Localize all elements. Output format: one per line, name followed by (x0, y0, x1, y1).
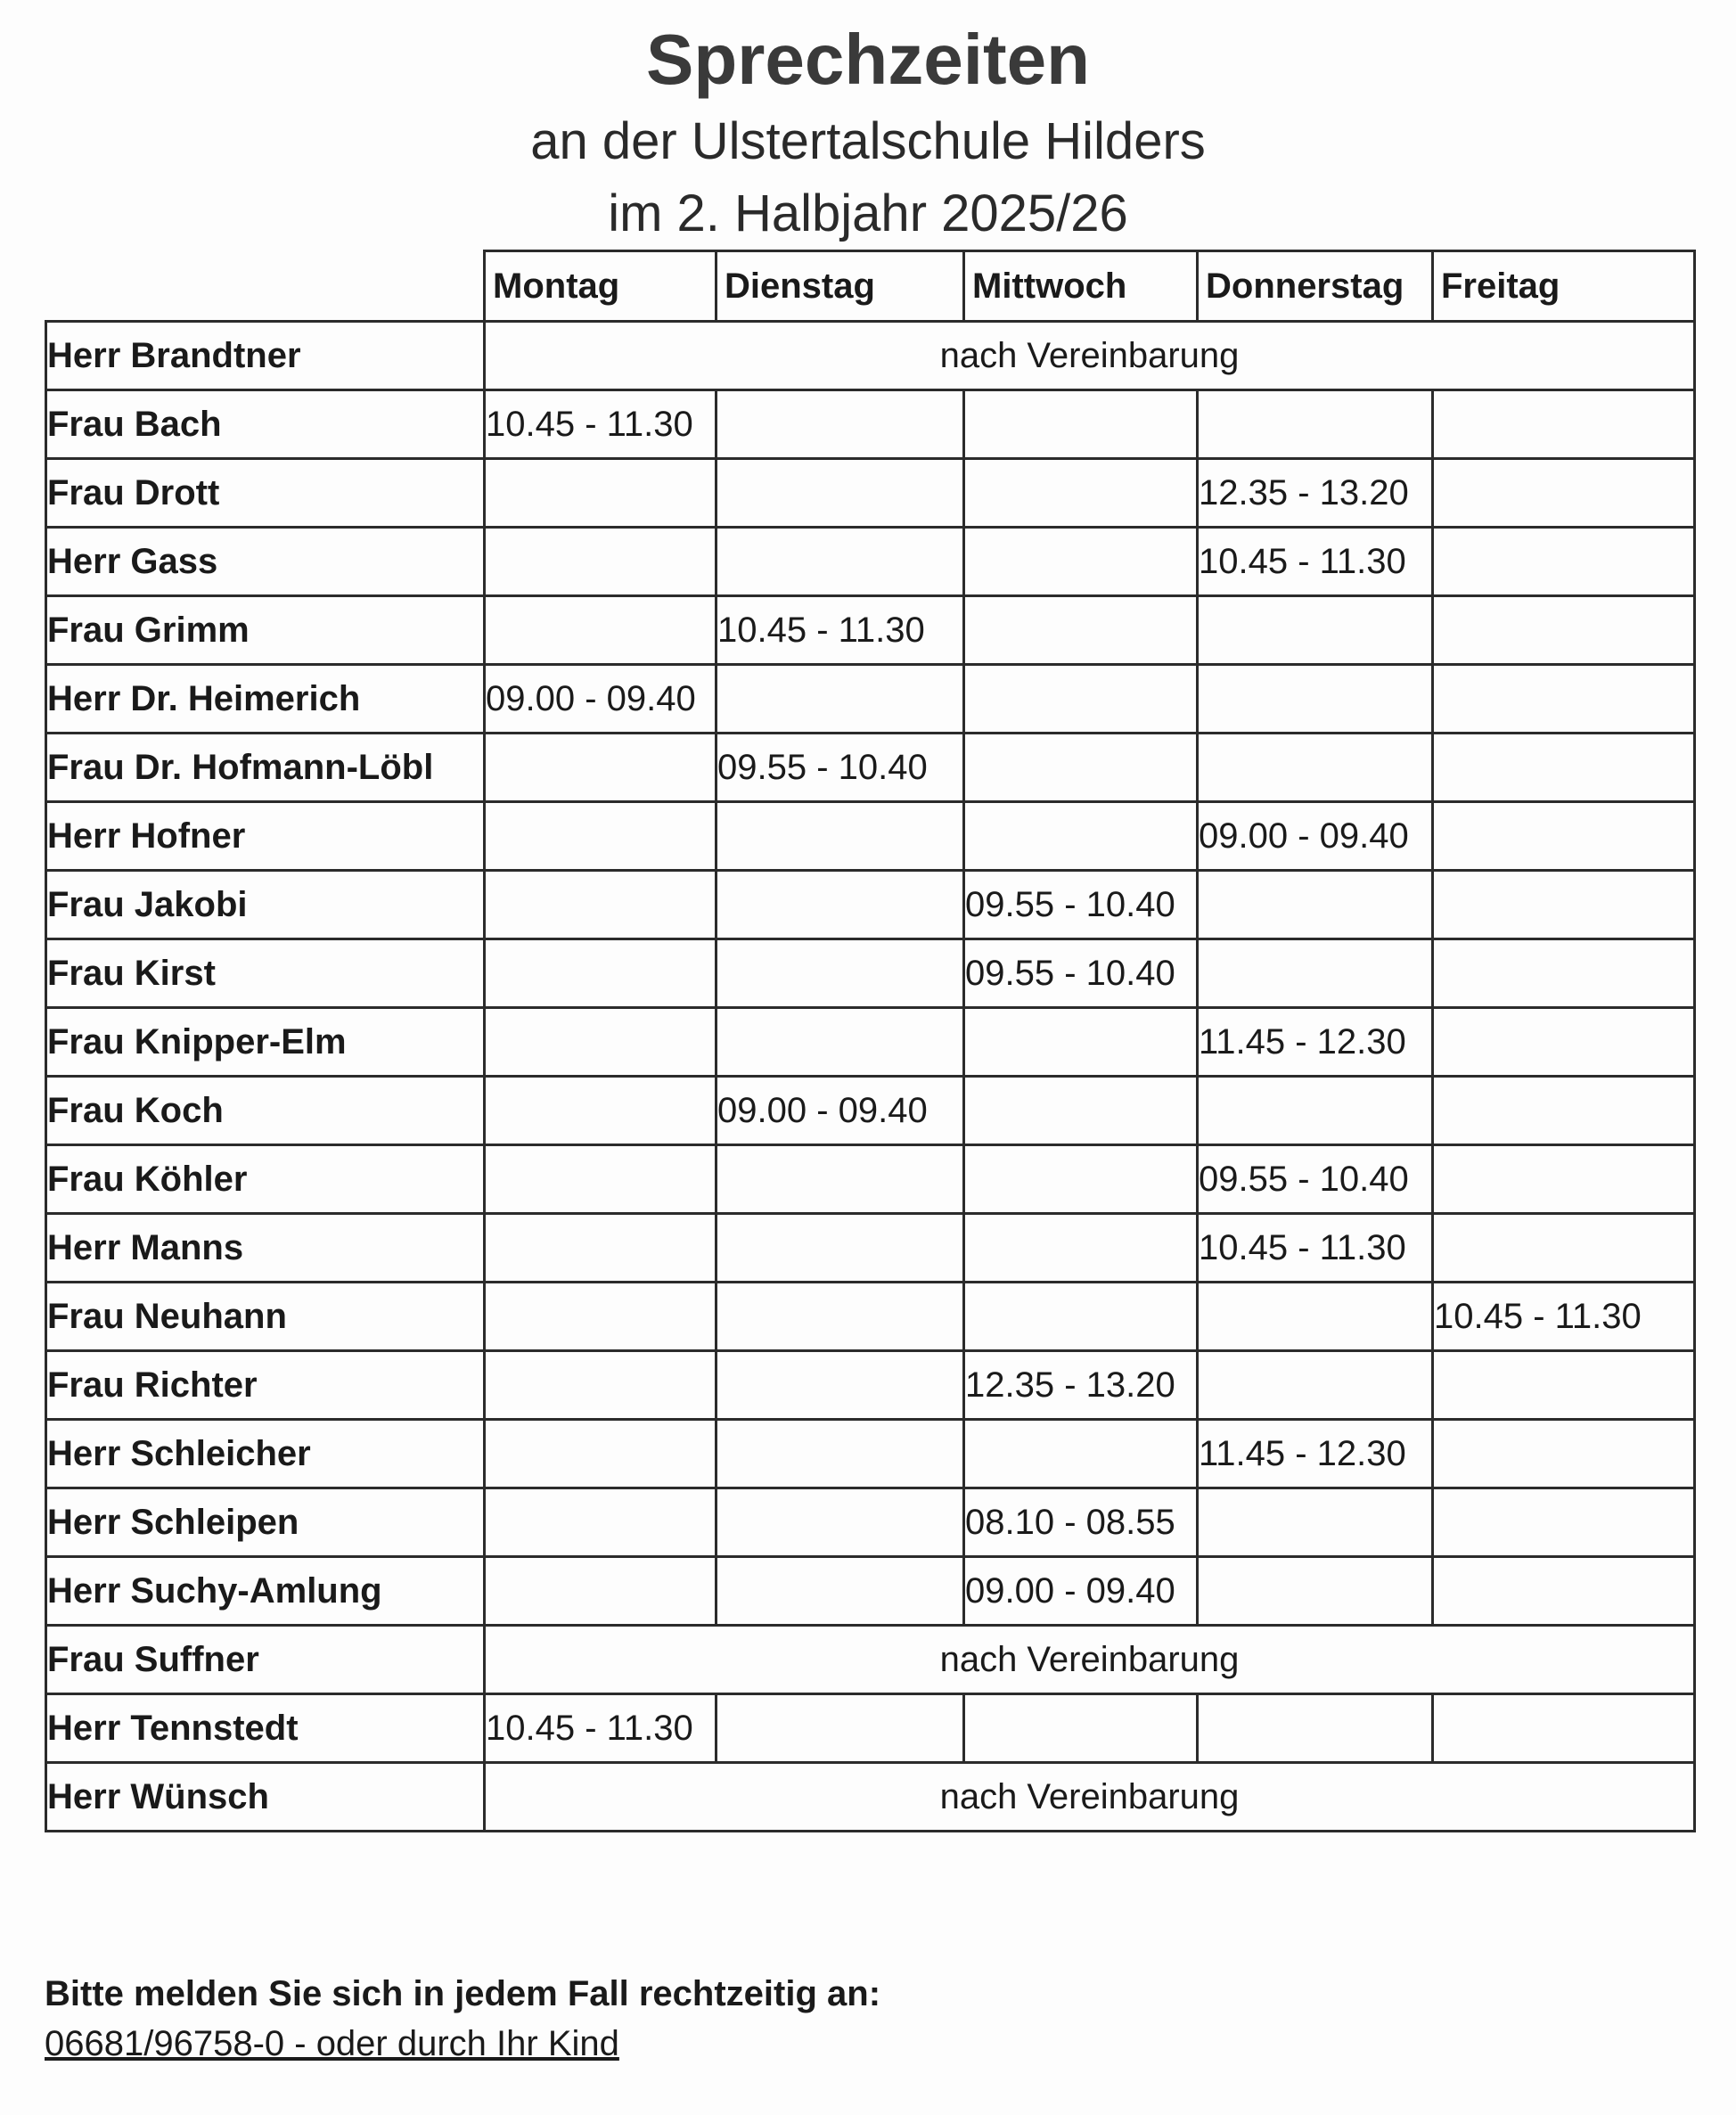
table-row (46, 1488, 1695, 1557)
time-slot-cell (717, 1557, 964, 1626)
time-slot-cell (964, 1145, 1198, 1214)
time-slot-cell: 09.55 - 10.40 (1198, 1145, 1433, 1214)
time-slot-cell (1198, 939, 1433, 1008)
time-slot-cell: 08.10 - 08.55 (964, 1488, 1198, 1557)
time-slot-cell (964, 1214, 1198, 1283)
table-row (46, 802, 1695, 871)
teacher-name: Frau Richter (46, 1351, 485, 1420)
teacher-name: Frau Suffner (46, 1626, 485, 1694)
time-slot-cell (717, 939, 964, 1008)
teacher-name: Frau Grimm (46, 596, 485, 665)
time-slot-cell (717, 1488, 964, 1557)
table-body (46, 322, 1695, 1832)
teacher-name: Herr Manns (46, 1214, 485, 1283)
teacher-name: Herr Schleicher (46, 1420, 485, 1488)
by-appointment-cell: nach Vereinbarung (485, 322, 1695, 390)
time-slot-cell (1433, 596, 1695, 665)
table-row (46, 528, 1695, 596)
table-corner (46, 251, 485, 322)
time-slot-cell: 12.35 - 13.20 (1198, 459, 1433, 528)
time-slot-cell (964, 665, 1198, 734)
office-hours-table (45, 250, 1696, 1832)
time-slot-cell: 09.55 - 10.40 (717, 734, 964, 802)
teacher-name: Frau Köhler (46, 1145, 485, 1214)
time-slot-cell (485, 1008, 717, 1077)
table-row (46, 1077, 1695, 1145)
time-slot-cell: 10.45 - 11.30 (485, 390, 717, 459)
teacher-name: Herr Gass (46, 528, 485, 596)
teacher-name: Herr Dr. Heimerich (46, 665, 485, 734)
teacher-name: Herr Wünsch (46, 1763, 485, 1832)
time-slot-cell (1433, 459, 1695, 528)
time-slot-cell (485, 1145, 717, 1214)
time-slot-cell (1433, 390, 1695, 459)
time-slot-cell (485, 1420, 717, 1488)
time-slot-cell (1198, 596, 1433, 665)
time-slot-cell: 09.00 - 09.40 (1198, 802, 1433, 871)
teacher-name: Frau Knipper-Elm (46, 1008, 485, 1077)
teacher-name: Frau Neuhann (46, 1283, 485, 1351)
teacher-name: Herr Brandtner (46, 322, 485, 390)
table-row (46, 1283, 1695, 1351)
time-slot-cell (717, 528, 964, 596)
time-slot-cell (1433, 528, 1695, 596)
time-slot-cell (717, 1214, 964, 1283)
time-slot-cell (964, 459, 1198, 528)
time-slot-cell (485, 1077, 717, 1145)
time-slot-cell (1433, 1145, 1695, 1214)
time-slot-cell (1433, 1077, 1695, 1145)
time-slot-cell (1433, 1214, 1695, 1283)
teacher-name: Frau Koch (46, 1077, 485, 1145)
column-header-freitag: Freitag (1433, 251, 1695, 322)
time-slot-cell: 09.00 - 09.40 (964, 1557, 1198, 1626)
time-slot-cell (1198, 1077, 1433, 1145)
column-header-montag: Montag (485, 251, 717, 322)
teacher-name: Herr Schleipen (46, 1488, 485, 1557)
time-slot-cell (717, 1351, 964, 1420)
time-slot-cell: 10.45 - 11.30 (1433, 1283, 1695, 1351)
time-slot-cell (964, 1420, 1198, 1488)
time-slot-cell (1198, 1351, 1433, 1420)
table-row (46, 1145, 1695, 1214)
time-slot-cell (1198, 1557, 1433, 1626)
teacher-name: Frau Bach (46, 390, 485, 459)
time-slot-cell (485, 528, 717, 596)
time-slot-cell (485, 802, 717, 871)
table-row (46, 871, 1695, 939)
column-header-mittwoch: Mittwoch (964, 251, 1198, 322)
subtitle-term: im 2. Halbjahr 2025/26 (608, 184, 1128, 242)
table-row (46, 939, 1695, 1008)
time-slot-cell: 10.45 - 11.30 (485, 1694, 717, 1763)
by-appointment-cell: nach Vereinbarung (485, 1626, 1695, 1694)
table-row (46, 1008, 1695, 1077)
time-slot-cell (717, 1008, 964, 1077)
teacher-name: Herr Suchy-Amlung (46, 1557, 485, 1626)
time-slot-cell (1433, 1488, 1695, 1557)
column-header-donnerstag: Donnerstag (1198, 251, 1433, 322)
table-row (46, 459, 1695, 528)
time-slot-cell (485, 1557, 717, 1626)
time-slot-cell (485, 734, 717, 802)
time-slot-cell (485, 459, 717, 528)
time-slot-cell: 11.45 - 12.30 (1198, 1420, 1433, 1488)
page-title: Sprechzeiten (646, 20, 1090, 99)
time-slot-cell (485, 1283, 717, 1351)
time-slot-cell (717, 390, 964, 459)
time-slot-cell (964, 1008, 1198, 1077)
time-slot-cell (1198, 1488, 1433, 1557)
time-slot-cell (1433, 665, 1695, 734)
time-slot-cell (485, 939, 717, 1008)
teacher-name: Frau Jakobi (46, 871, 485, 939)
time-slot-cell (1198, 871, 1433, 939)
time-slot-cell (1433, 871, 1695, 939)
table-row (46, 1214, 1695, 1283)
time-slot-cell (717, 871, 964, 939)
time-slot-cell (717, 1145, 964, 1214)
time-slot-cell (1433, 1694, 1695, 1763)
footer-note: Bitte melden Sie sich in jedem Fall rechtzeitig an: (45, 1974, 881, 2013)
time-slot-cell (1198, 665, 1433, 734)
table-row (46, 1763, 1695, 1832)
time-slot-cell (1433, 939, 1695, 1008)
time-slot-cell: 09.00 - 09.40 (485, 665, 717, 734)
time-slot-cell (1433, 1351, 1695, 1420)
time-slot-cell (1433, 1557, 1695, 1626)
time-slot-cell (1433, 1008, 1695, 1077)
time-slot-cell: 10.45 - 11.30 (1198, 528, 1433, 596)
table-row (46, 734, 1695, 802)
table-row (46, 1557, 1695, 1626)
table-row (46, 1420, 1695, 1488)
time-slot-cell (485, 871, 717, 939)
table-row (46, 596, 1695, 665)
time-slot-cell (717, 459, 964, 528)
time-slot-cell (1433, 802, 1695, 871)
table-row (46, 1694, 1695, 1763)
time-slot-cell (1198, 1283, 1433, 1351)
teacher-name: Frau Drott (46, 459, 485, 528)
time-slot-cell (1433, 734, 1695, 802)
table-row (46, 665, 1695, 734)
time-slot-cell (717, 1283, 964, 1351)
time-slot-cell: 12.35 - 13.20 (964, 1351, 1198, 1420)
table-row (46, 322, 1695, 390)
table-row (46, 1351, 1695, 1420)
time-slot-cell (485, 1351, 717, 1420)
subtitle-school: an der Ulstertalschule Hilders (530, 112, 1206, 170)
column-header-dienstag: Dienstag (717, 251, 964, 322)
footer-contact: 06681/96758-0 - oder durch Ihr Kind (45, 2024, 619, 2063)
teacher-name: Herr Hofner (46, 802, 485, 871)
teacher-name: Herr Tennstedt (46, 1694, 485, 1763)
time-slot-cell (485, 1214, 717, 1283)
teacher-name: Frau Dr. Hofmann-Löbl (46, 734, 485, 802)
time-slot-cell (964, 390, 1198, 459)
by-appointment-cell: nach Vereinbarung (485, 1763, 1695, 1832)
table-header-row (46, 251, 1695, 322)
time-slot-cell (964, 596, 1198, 665)
time-slot-cell (964, 528, 1198, 596)
time-slot-cell (1198, 1694, 1433, 1763)
time-slot-cell (1198, 390, 1433, 459)
time-slot-cell (1433, 1420, 1695, 1488)
time-slot-cell (717, 802, 964, 871)
time-slot-cell: 10.45 - 11.30 (717, 596, 964, 665)
table-row (46, 390, 1695, 459)
time-slot-cell (717, 1694, 964, 1763)
teacher-name: Frau Kirst (46, 939, 485, 1008)
time-slot-cell: 09.55 - 10.40 (964, 871, 1198, 939)
time-slot-cell (964, 802, 1198, 871)
time-slot-cell (485, 1488, 717, 1557)
time-slot-cell: 09.00 - 09.40 (717, 1077, 964, 1145)
time-slot-cell (964, 1077, 1198, 1145)
time-slot-cell (964, 1694, 1198, 1763)
time-slot-cell (717, 665, 964, 734)
time-slot-cell (964, 1283, 1198, 1351)
time-slot-cell (485, 596, 717, 665)
time-slot-cell (964, 734, 1198, 802)
table-row (46, 1626, 1695, 1694)
time-slot-cell: 09.55 - 10.40 (964, 939, 1198, 1008)
time-slot-cell (1198, 734, 1433, 802)
time-slot-cell: 11.45 - 12.30 (1198, 1008, 1433, 1077)
time-slot-cell: 10.45 - 11.30 (1198, 1214, 1433, 1283)
time-slot-cell (717, 1420, 964, 1488)
